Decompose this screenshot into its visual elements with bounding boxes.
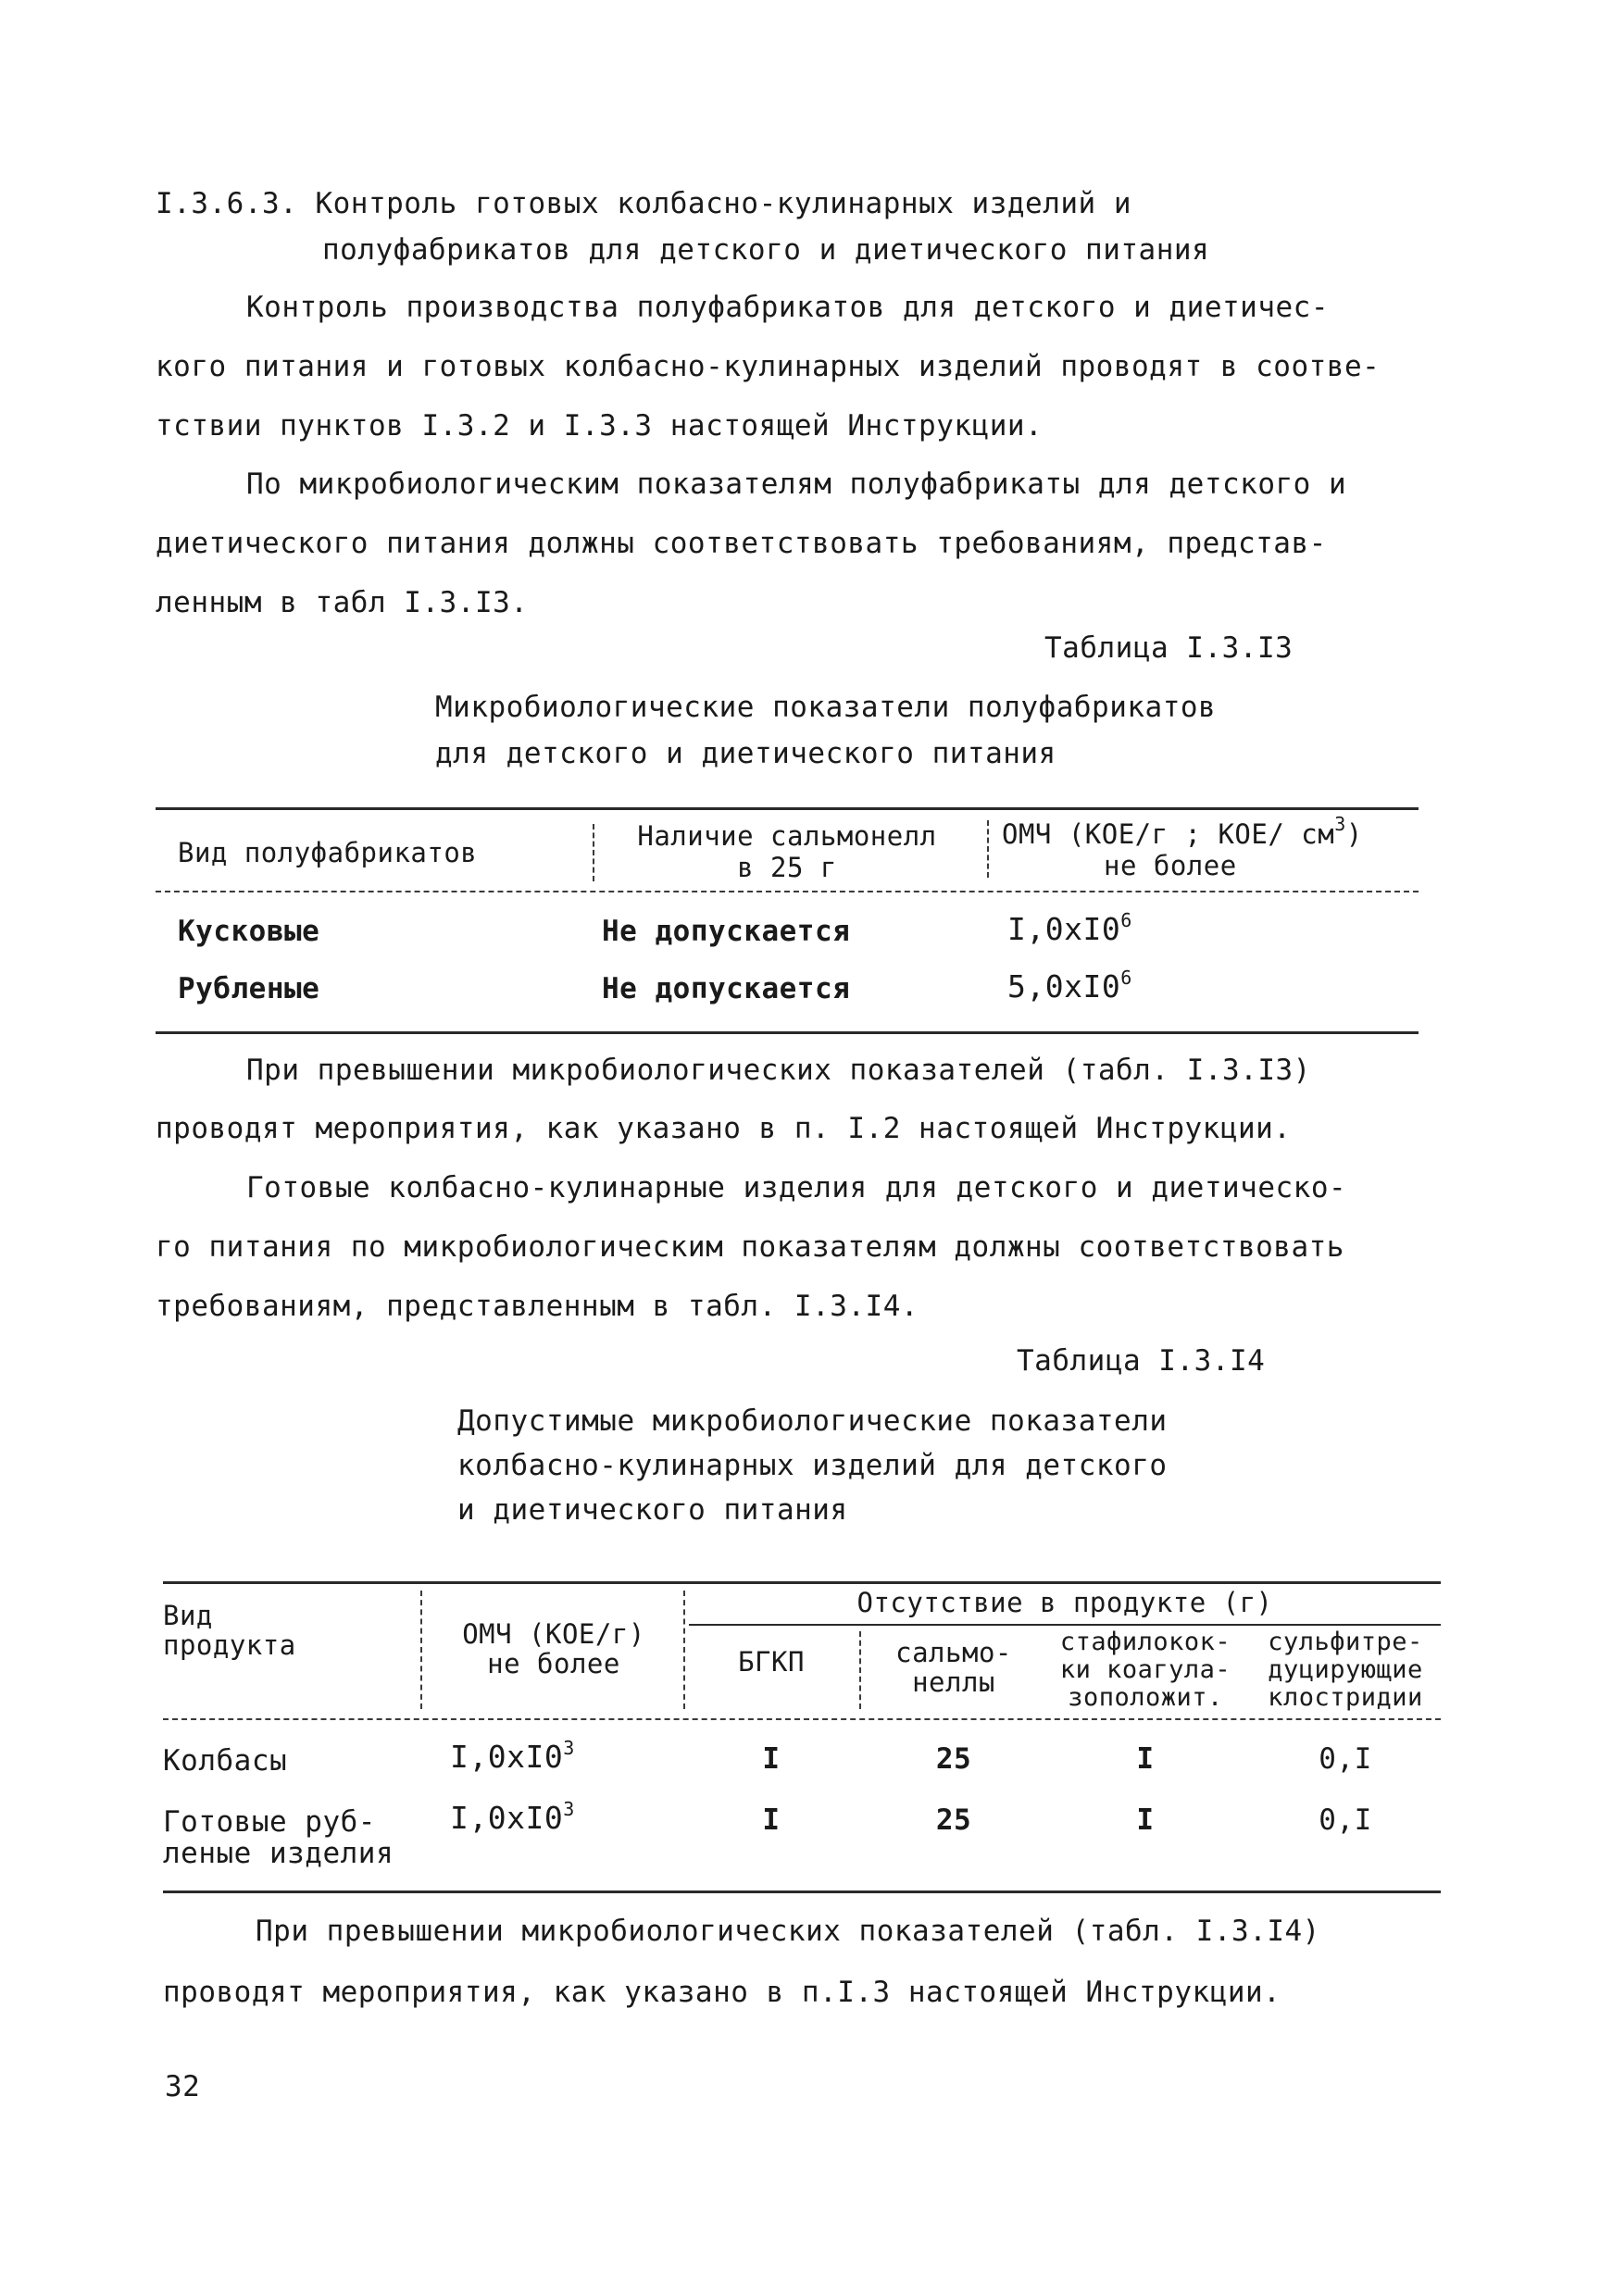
table13-header-omch-1-text: ОМЧ (КОЕ/г ; КОЕ/ см xyxy=(1002,818,1335,850)
table14-header-staph-2: ки коагула- xyxy=(1059,1655,1231,1684)
page-number: 32 xyxy=(165,2070,201,2103)
table14-col-divider-1 xyxy=(420,1591,422,1709)
table14-header-clostridia-1: сульфитре- xyxy=(1268,1628,1423,1656)
table13-header-omch-2: не более xyxy=(1104,850,1237,881)
table14-header-staph-1: стафилокок- xyxy=(1059,1628,1231,1656)
table14-row-1-clostridia: 0,I xyxy=(1319,1742,1372,1776)
table13-bottom-rule xyxy=(156,1031,1419,1034)
table14-title-line-2: колбасно-кулинарных изделий для детского xyxy=(457,1449,1168,1482)
table14-header-group: Отсутствие в продукте (г) xyxy=(856,1587,1273,1618)
table14-row-2-product: Готовые руб- xyxy=(163,1805,376,1839)
paragraph-1-line-3: тствии пунктов I.3.2 и I.3.3 настоящей Инструкции. xyxy=(156,409,1044,443)
table13-col-divider-2 xyxy=(987,820,989,878)
table13-header-omch-1 xyxy=(1002,813,1363,850)
table14-col-divider-3 xyxy=(859,1631,861,1709)
table13-header-rule xyxy=(156,891,1419,892)
paragraph-3-line-1: При превышении микробиологических показателей (табл. I.3.I3) xyxy=(246,1054,1311,1087)
table13-header-omch-sup: 3 xyxy=(1334,813,1346,835)
table14-row-1-staph: I xyxy=(1136,1742,1155,1776)
table14-row-2-product-2: леные изделия xyxy=(163,1837,394,1870)
table13-label: Таблица I.3.I3 xyxy=(1044,631,1294,665)
table14-row-1-omch-base: I,0xI0 xyxy=(450,1739,564,1775)
paragraph-5-line-1: При превышении микробиологических показателей (табл. I.3.I4) xyxy=(256,1915,1320,1948)
table14-label: Таблица I.3.I4 xyxy=(1017,1344,1266,1378)
paragraph-4-line-3: требованиям, представленным в табл. I.3.I4. xyxy=(156,1290,919,1323)
table14-header-omch-2: не более xyxy=(487,1648,620,1679)
table13-row-2-omch-base: 5,0xI0 xyxy=(1007,968,1121,1004)
table14-row-2-omch xyxy=(450,1800,575,1836)
table13-col-divider-1 xyxy=(593,824,594,881)
table14-header-salmonella-1: сальмо- xyxy=(895,1637,1012,1668)
paragraph-2-line-2: диетического питания должны соответствовать требованиям, представ- xyxy=(156,527,1327,560)
table14-row-2-clostridia: 0,I xyxy=(1319,1803,1372,1837)
table13-row-1-omch-exp: 6 xyxy=(1120,909,1132,931)
table13-header-salmonella-2: в 25 г xyxy=(737,852,837,883)
table14-col-divider-2 xyxy=(683,1591,685,1709)
paragraph-1-line-2: кого питания и готовых колбасно-кулинарных изделий проводят в соотве- xyxy=(156,350,1381,383)
table14-row-2-salmonella: 25 xyxy=(935,1803,972,1837)
table14-header-omch-1: ОМЧ (КОЕ/г) xyxy=(462,1618,645,1650)
table14-row-2-omch-exp: 3 xyxy=(563,1798,575,1820)
table13-row-2-type: Рубленые xyxy=(178,972,320,1005)
table14-row-2-bgkp: I xyxy=(762,1803,781,1837)
section-title-line2: полуфабрикатов для детского и диетического питания xyxy=(322,233,1210,267)
section-title-line1: Контроль готовых колбасно-кулинарных изделий и xyxy=(315,187,1132,220)
table13-top-rule xyxy=(156,807,1419,810)
table14-header-product-1: Вид xyxy=(163,1600,213,1631)
table13-row-1-type: Кусковые xyxy=(178,915,320,948)
table14-row-1-salmonella: 25 xyxy=(935,1742,972,1776)
paragraph-4-line-1: Готовые колбасно-кулинарные изделия для детского и диетическо- xyxy=(246,1171,1347,1204)
paragraph-4-line-2: го питания по микробиологическим показателям должны соответствовать xyxy=(156,1230,1344,1264)
table13-title-line-1: Микробиологические показатели полуфабрикатов xyxy=(435,691,1217,724)
table13-row-2-omch xyxy=(1007,968,1132,1004)
table14-bottom-rule xyxy=(163,1890,1441,1893)
table14-top-rule xyxy=(163,1581,1441,1584)
table14-row-1-product: Колбасы xyxy=(163,1744,288,1778)
table14-header-rule xyxy=(163,1718,1441,1720)
table13-row-2-salmonella: Не допускается xyxy=(602,972,851,1005)
table13-header-salmonella-1: Наличие сальмонелл xyxy=(637,820,937,852)
paragraph-3-line-2: проводят мероприятия, как указано в п. I.2 настоящей Инструкции. xyxy=(156,1112,1292,1145)
table13-header-type: Вид полуфабрикатов xyxy=(178,837,478,868)
table14-row-1-omch xyxy=(450,1739,575,1775)
paragraph-1-line-1: Контроль производства полуфабрикатов для детского и диетичес- xyxy=(246,291,1329,324)
table13-row-2-omch-exp: 6 xyxy=(1120,967,1132,989)
table14-title-line-1: Допустимые микробиологические показатели xyxy=(457,1404,1168,1438)
table13-title-line-2: для детского и диетического питания xyxy=(435,737,1056,770)
section-number: I.3.6.3. xyxy=(156,187,298,220)
table13-row-1-salmonella: Не допускается xyxy=(602,915,851,948)
table14-header-clostridia-3: клостридии xyxy=(1268,1683,1423,1712)
section-heading xyxy=(156,187,1131,220)
table14-group-rule xyxy=(689,1624,1441,1626)
paragraph-2-line-3: ленным в табл I.3.I3. xyxy=(156,586,529,619)
table14-row-1-omch-exp: 3 xyxy=(563,1737,575,1759)
paragraph-5-line-2: проводят мероприятия, как указано в п.I.3 настоящей Инструкции. xyxy=(163,1976,1281,2009)
table14-row-1-bgkp: I xyxy=(762,1742,781,1776)
paragraph-2-line-1: По микробиологическим показателям полуфабрикаты для детского и xyxy=(246,468,1347,501)
table14-header-clostridia-2: дуцирующие xyxy=(1268,1655,1423,1684)
table14-header-staph-3: зоположит. xyxy=(1068,1683,1223,1712)
table13-header-omch-close: ) xyxy=(1345,818,1363,850)
table14-header-salmonella-2: неллы xyxy=(912,1666,995,1698)
table13-row-1-omch xyxy=(1007,911,1132,947)
table14-row-2-omch-base: I,0xI0 xyxy=(450,1800,564,1836)
table14-header-product-2: продукта xyxy=(163,1629,296,1661)
table14-header-bgkp: БГКП xyxy=(738,1646,805,1678)
table14-title-line-3: и диетического питания xyxy=(457,1493,848,1527)
table14-row-2-staph: I xyxy=(1136,1803,1155,1837)
table13-row-1-omch-base: I,0xI0 xyxy=(1007,911,1121,947)
